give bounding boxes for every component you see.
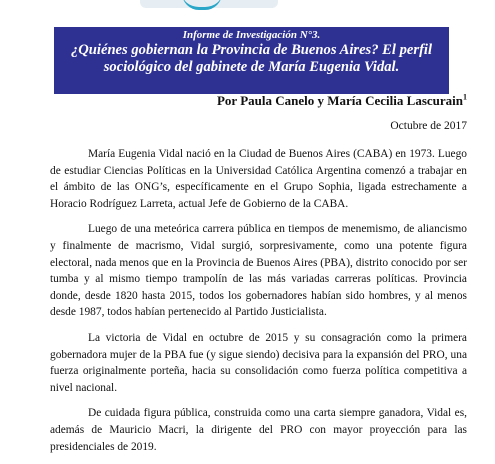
paragraph: De cuidada figura pública, construida como una carta siempre ganadora, Vidal es, además de Mauricio Macri, la dirigente del PRO con mayor proyección para las presidenciales de 2019. (50, 407, 467, 453)
paragraph: María Eugenia Vidal nació en la Ciudad de Buenos Aires (CABA) en 1973. Luego de estudiar Ciencias Políticas en la Universidad Católica Argentina comenzó a trabajar en el ámbito de las ONG’s, específicamente en el Grupo Sophia, ligada estrechamente a Horacio Rodríguez Larreta, actual Jefe de Gobierno de la CABA. (50, 148, 467, 210)
paragraph: Luego de una meteórica carrera pública en tiempos de menemismo, de aliancismo y finalmente de macrismo, Vidal surgió, sorpresivamente, como una potente figura electoral, nada menos que en la Provincia de Buenos Aires (PBA), distrito conocido por ser tumba y al mismo tiempo trampolín de las más variadas carreras políticas. Provincia donde, desde 1820 hasta 2015, todos los gobernadores habían sido hombres, y al menos desde 1987, todos habían pertenecido al Partido Justicialista. (50, 223, 467, 319)
logo-swoosh-icon (182, 0, 222, 10)
document-body (50, 146, 467, 464)
title-banner (54, 27, 449, 94)
footnote-mark[interactable]: 1 (463, 92, 467, 102)
document-date: Octubre de 2017 (390, 120, 467, 132)
authors-line (217, 93, 467, 109)
paragraph: La victoria de Vidal en octubre de 2015 y su consagración como la primera gobernadora mujer de la PBA fue (y sigue siendo) decisiva para la expansión del PRO, una fuerza originalmente porteña, hacia su consolidación como fuerza política competitiva a nivel nacional. (50, 331, 467, 394)
document-title: ¿Quiénes gobiernan la Provincia de Buenos Aires? El perfil sociológico del gabinete de María Eugenia Vidal. (70, 42, 433, 75)
authors-text: Por Paula Canelo y María Cecilia Lascurain (216, 93, 463, 108)
report-label: Informe de Investigación N°3. (182, 29, 321, 41)
